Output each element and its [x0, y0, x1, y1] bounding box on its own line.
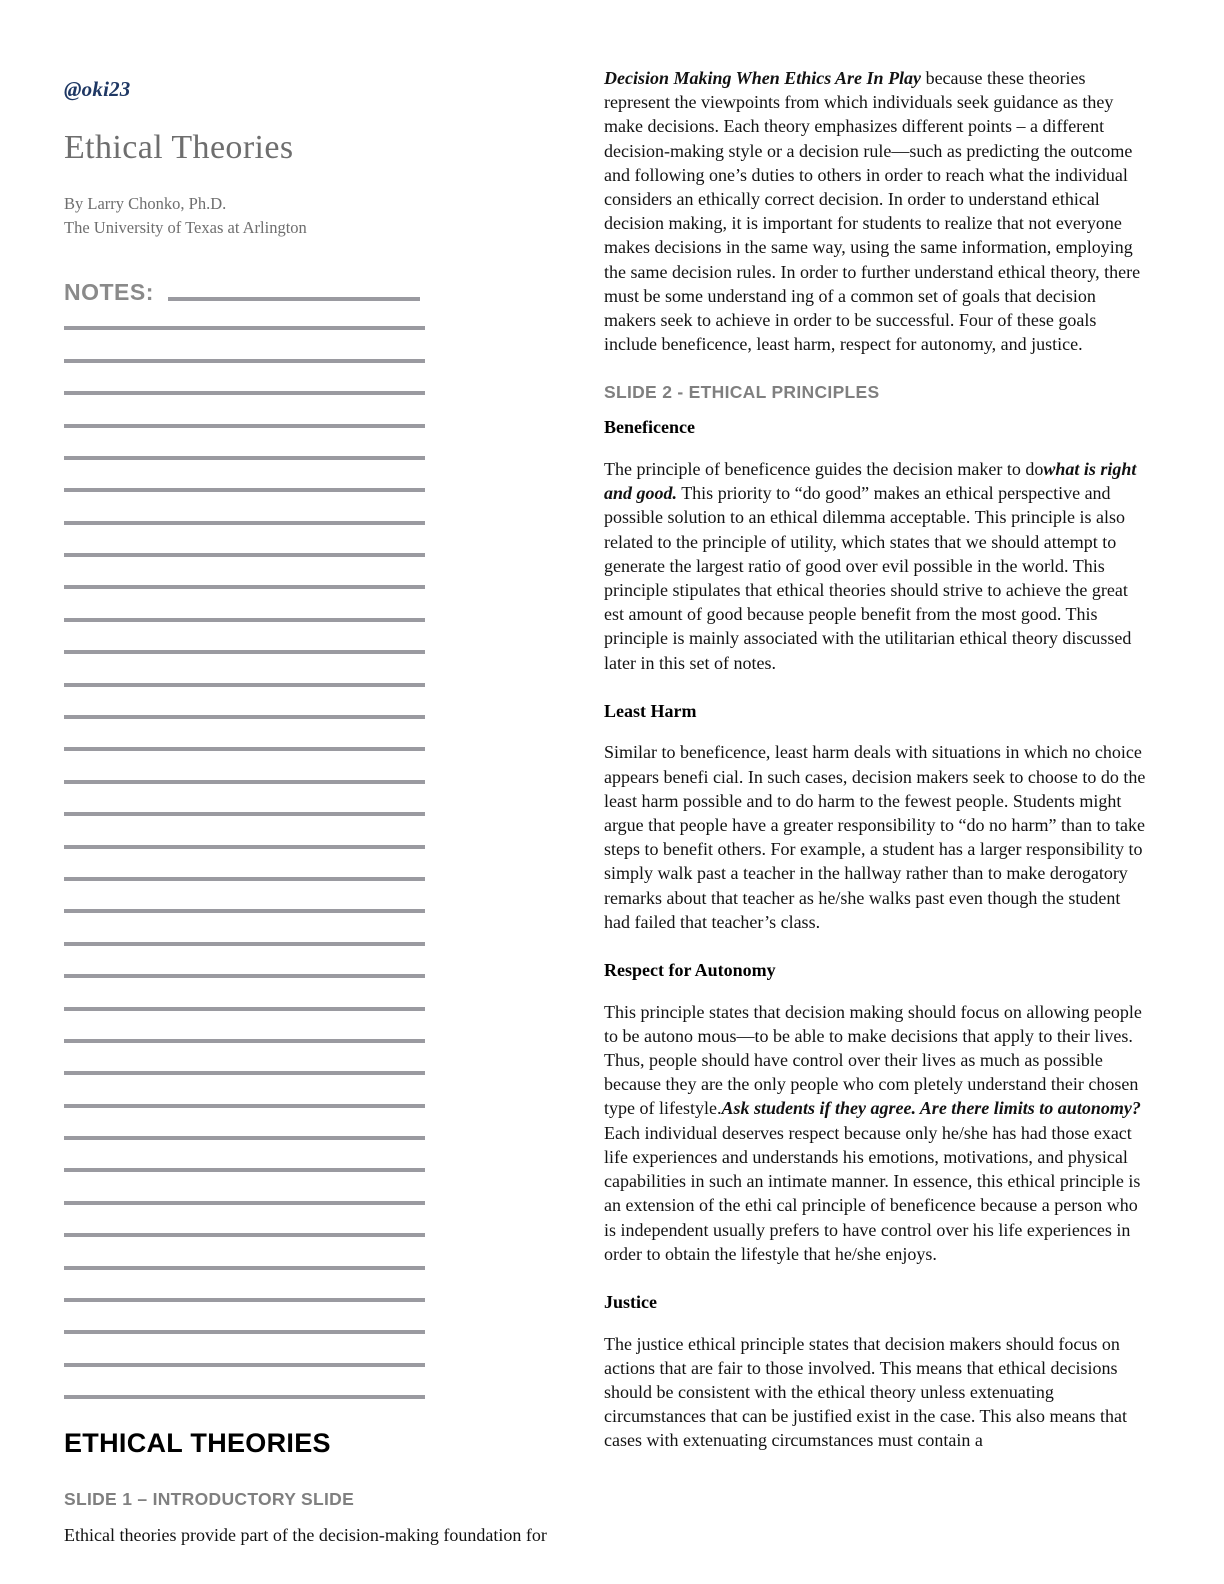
notes-header: [64, 274, 584, 304]
left-column: [64, 78, 584, 1548]
beneficence-emphasis: what is right and good.: [604, 459, 1137, 504]
autonomy-text-b: Each individual deserves respect because only he/she has had those exact life experiences and understands his emotions, motivations, and physical capabilities in such an intimate manner. In essence, this ethical principle is an extension of the ethi cal principle of beneficence because a person who is independent usually prefers to have control over his life experiences in order to obtain the lifestyle that he/she enjoys.: [604, 1122, 1141, 1264]
note-line: [64, 1039, 425, 1043]
note-line: [64, 780, 425, 784]
note-line: [64, 715, 425, 719]
least-harm-paragraph: Similar to beneficence, least harm deals with situations in which no choice appears benefi cial. In such cases, decision makers seek to choose to do the least harm possible and to do harm to the fewest people. Students might argue that people have a greater responsibility to “do no harm” than to take steps to benefit others. For example, a student has a larger responsibility to simply walk past a teacher in the hallway rather than to make derogatory remarks about that teacher as he/she walks past even though the student had failed that teacher’s class.: [604, 742, 1146, 932]
note-line: [64, 424, 425, 428]
justice-paragraph: The justice ethical principle states that decision makers should focus on actions that are fair to those involved. This means that ethical decisions should be consistent with the ethical theory unless extenuating circumstances that can be justified exist in the case. This also means that cases with extenuating circumstances must contain a: [604, 1333, 1128, 1451]
note-line: [64, 650, 425, 654]
note-line: [64, 618, 425, 622]
autonomy-paragraph: [604, 1000, 1149, 1266]
byline: [64, 192, 584, 240]
note-line: [64, 1071, 425, 1075]
byline-author: By Larry Chonko, Ph.D.: [64, 194, 227, 214]
note-line: [64, 553, 425, 557]
right-column: [604, 66, 1149, 1453]
note-line: [64, 521, 425, 525]
note-line: [64, 1266, 425, 1270]
section-title: ETHICAL THEORIES: [64, 1427, 331, 1458]
note-line: [64, 585, 425, 589]
beneficence-text-b: This priority to “do good” makes an ethical perspective and possible solution to an ethical dilemma acceptable. This principle is also related to the principle of utility, which states that we should attempt to generate the largest ratio of good over evil possible in the world. This principle stipulates that ethical theories should strive to achieve the great est amount of good because people benefit from the most good. This principle is mainly associated with the utilitarian ethical theory discussed later in this set of notes.: [604, 483, 1132, 673]
autonomy-emphasis: Ask students if they agree. Are there limits to autonomy?: [721, 1098, 1141, 1119]
note-line: [64, 488, 425, 492]
note-line: [64, 1136, 425, 1140]
notes-header-rule: [168, 297, 420, 301]
beneficence-paragraph: [604, 457, 1149, 675]
slide-1-body: Ethical theories provide part of the decision-making foundation for: [64, 1524, 547, 1545]
note-line: [64, 1168, 425, 1172]
note-line: [64, 877, 425, 881]
justice-heading: Justice: [604, 1291, 657, 1312]
note-line: [64, 1104, 425, 1108]
note-line: [64, 1201, 425, 1205]
lead-rest: because these theories represent the viewpoints from which individuals seek guidance as they make decisions. Each theory emphasizes different points – a different decision-making style or a decision rule—such as predicting the outcome and following one’s duties to others in order to reach what the individual considers an ethically correct decision. In order to understand ethical decision making, it is important for students to realize that not everyone makes decisions in the same way, using the same information, employing the same decision rules. In order to further understand ethical theory, there must be some understand ing of a common set of goals that decision makers seek to achieve in order to be successful. Four of these goals include beneficence, least harm, respect for autonomy, and justice.: [604, 68, 1141, 355]
least-harm-heading: Least Harm: [604, 700, 697, 721]
note-line: [64, 974, 425, 978]
note-line: [64, 359, 425, 363]
slide-1-heading: SLIDE 1 – INTRODUCTORY SLIDE: [64, 1488, 355, 1509]
byline-affiliation: The University of Texas at Arlington: [64, 218, 307, 238]
note-line: [64, 845, 425, 849]
note-line: [64, 1363, 425, 1367]
autonomy-text-a: This principle states that decision making should focus on allowing people to be autono mous—to be able to make decisions that apply to their lives. Thus, people should have control over their lives as much as possible because they are the only people who com pletely understand their chosen type of lifestyle.: [604, 1001, 1142, 1119]
page-title: Ethical Theories: [64, 129, 294, 167]
note-line: [64, 1298, 425, 1302]
note-line: [64, 812, 425, 816]
note-line: [64, 1395, 425, 1399]
notes-label: NOTES:: [64, 279, 154, 306]
slide-2-heading: SLIDE 2 - ETHICAL PRINCIPLES: [604, 382, 880, 403]
note-line: [64, 747, 425, 751]
lead-paragraph: [604, 66, 1149, 356]
notes-ruled-lines: [64, 326, 584, 1399]
note-line: [64, 456, 425, 460]
note-line: [64, 942, 425, 946]
beneficence-text-a: The principle of beneficence guides the decision maker to do: [604, 459, 1044, 480]
note-line: [64, 1330, 425, 1334]
note-line: [64, 683, 425, 687]
note-line: [64, 1007, 425, 1011]
beneficence-heading: Beneficence: [604, 417, 695, 438]
note-line: [64, 326, 425, 330]
lead-emphasis: Decision Making When Ethics Are In Play: [604, 68, 922, 88]
note-line: [64, 909, 425, 913]
autonomy-heading: Respect for Autonomy: [604, 960, 776, 981]
note-line: [64, 1233, 425, 1237]
note-line: [64, 391, 425, 395]
author-handle: @oki23: [64, 77, 131, 101]
